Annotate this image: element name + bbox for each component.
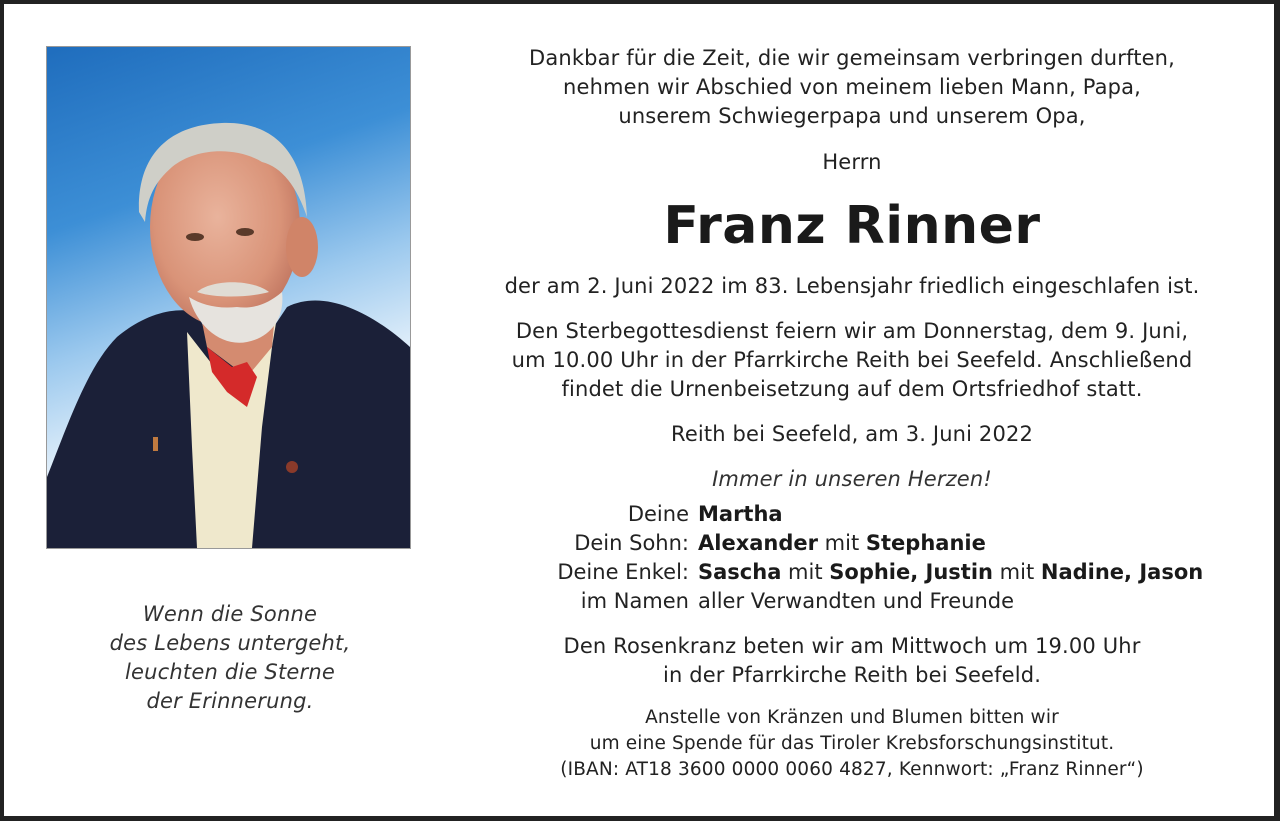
family-connector: mit: [992, 560, 1041, 584]
obituary-notice: [4, 4, 1274, 816]
service-line: Den Sterbegottesdienst feiern wir am Donnerstag, dem 9. Juni,: [515, 319, 1189, 343]
service-line: findet die Urnenbeisetzung auf dem Ortsfriedhof statt.: [561, 377, 1143, 401]
intro-line: unserem Schwiegerpapa und unserem Opa,: [618, 104, 1086, 128]
portrait-photo: [46, 46, 411, 549]
portrait-image: [47, 47, 410, 548]
quote-line: leuchten die Sterne: [125, 660, 335, 684]
family-name: Nadine, Jason: [1040, 560, 1204, 584]
family-label: Deine Enkel:: [557, 560, 689, 584]
family-names: [698, 558, 1203, 587]
place-date: Reith bei Seefeld, am 3. Juni 2022: [671, 422, 1033, 446]
donation-iban: (IBAN: AT18 3600 0000 0060 4827, Kennwort: „Franz Rinner“): [560, 759, 1144, 780]
rosary-line: Den Rosenkranz beten wir am Mittwoch um 19.00 Uhr: [563, 634, 1141, 658]
family-name: Sascha: [698, 560, 782, 584]
family-label: Deine: [627, 502, 689, 526]
quote-line: Wenn die Sonne: [142, 602, 318, 626]
family-label: Dein Sohn:: [574, 531, 689, 555]
intro-line: nehmen wir Abschied von meinem lieben Mann, Papa,: [563, 75, 1141, 99]
family-label: im Namen: [580, 589, 689, 613]
family-names: aller Verwandten und Freunde: [698, 589, 1015, 613]
deceased-name: Franz Rinner: [663, 196, 1041, 256]
intro-line: Dankbar für die Zeit, die wir gemeinsam verbringen durften,: [529, 46, 1175, 70]
family-connector: mit: [818, 531, 866, 555]
family-row: [460, 500, 1244, 529]
motto: Immer in unseren Herzen!: [712, 467, 992, 491]
family-row: [460, 529, 1244, 558]
death-notice: der am 2. Juni 2022 im 83. Lebensjahr friedlich eingeschlafen ist.: [504, 274, 1200, 298]
intro-paragraph: [460, 44, 1244, 131]
memorial-quote: [70, 600, 390, 716]
family-row: [460, 558, 1244, 587]
donation-line: um eine Spende für das Tiroler Krebsforschungsinstitut.: [589, 733, 1115, 754]
rosary-paragraph: [460, 632, 1244, 690]
salutation: Herrn: [822, 150, 882, 174]
family-name: Sophie, Justin: [829, 560, 993, 584]
family-names: [698, 529, 986, 558]
donation-paragraph: [460, 705, 1244, 783]
family-connector: mit: [781, 560, 830, 584]
service-paragraph: [460, 317, 1244, 404]
donation-line: Anstelle von Kränzen und Blumen bitten wir: [645, 707, 1059, 728]
family-name: Martha: [698, 502, 783, 526]
family-row: [460, 587, 1244, 616]
service-line: um 10.00 Uhr in der Pfarrkirche Reith bei Seefeld. Anschließend: [511, 348, 1193, 372]
family-list: [460, 500, 1244, 616]
family-name: Alexander: [698, 531, 818, 555]
family-name: Stephanie: [865, 531, 986, 555]
quote-line: der Erinnerung.: [146, 689, 314, 713]
rosary-line: in der Pfarrkirche Reith bei Seefeld.: [662, 663, 1042, 687]
quote-line: des Lebens untergeht,: [109, 631, 351, 655]
family-names: [698, 500, 783, 529]
